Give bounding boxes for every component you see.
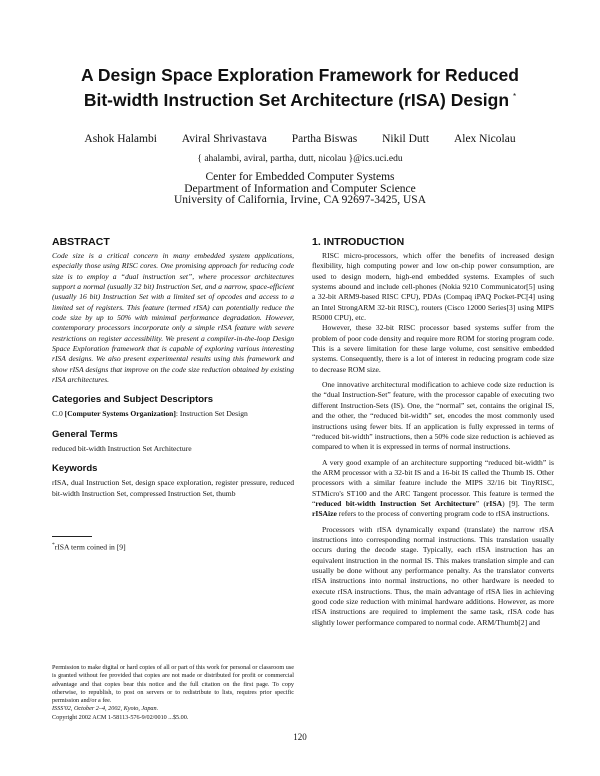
author-email: { ahalambi, aviral, partha, dutt, nicolau }@ics.uci.edu xyxy=(197,154,403,164)
footnote-mark: * xyxy=(52,542,55,548)
categories-bold: [Computer Systems Organization] xyxy=(64,409,176,419)
affiliation-line-2: Department of Information and Computer Science xyxy=(184,182,416,195)
author-list xyxy=(40,133,560,145)
right-column xyxy=(312,236,554,628)
intro-paragraph-4 xyxy=(312,458,554,520)
intro-paragraph-2: However, these 32-bit RISC processor based systems suffer from the problem of poor code density and require more ROM for storing program code. This is a severe limitation for these large volume, cost sensitive embedded systems. Consequently, there is a lot of interest in reducing program code size to decrease ROM size. xyxy=(312,323,554,374)
p4-part-e: ) [9]. The term xyxy=(502,498,554,508)
permission-text: Permission to make digital or hard copies of all or part of this work for personal or classroom use is granted without fee provided that copies are not made or distributed for profit or commercial advantage and that copies bear this notice and the full citation on the first page. To copy otherwise, to republish, to post on servers or to redistribute to lists, requires prior specific permission and/or a fee. xyxy=(52,664,294,705)
general-terms-body: reduced bit-width Instruction Set Architecture xyxy=(52,443,192,453)
p4-part-g: refers to the process of converting program code to rISA instructions. xyxy=(336,509,550,519)
introduction-heading: 1. INTRODUCTION xyxy=(312,236,405,248)
footnote xyxy=(52,540,294,553)
affiliation-line-1: Center for Embedded Computer Systems xyxy=(205,171,395,183)
keywords-body: rISA, dual Instruction Set, design space exploration, register pressure, reduced bit-width Instruction Set, compressed Instruction Set, thumb xyxy=(52,478,294,498)
categories-code: C.0 xyxy=(52,409,63,419)
copyright-line: Copyright 2002 ACM 1-58113-576-9/02/0010 ...$5.00. xyxy=(52,713,189,721)
title-line-2 xyxy=(40,86,560,111)
title-line-1: A Design Space Exploration Framework for Reduced xyxy=(81,65,519,85)
general-terms-heading: General Terms xyxy=(52,428,118,440)
author: Ashok Halambi xyxy=(84,133,157,145)
affiliation xyxy=(40,172,560,207)
p4-part-a: A very good example of an architecture supporting “reduced bit-width” is the ARM processor with a 32-bit IS and a 16-bit IS called the Thumb IS. Other processors with a similar feature include the MIPS 32/16 bit TinyRISC, STMicro's ST100 and the ARC Tangent processor. This feature is termed the “ xyxy=(312,457,554,508)
intro-paragraph-1: RISC micro-processors, which offer the benefits of increased design flexibility, high computing power and low on-chip power consumption, are used to design modern, high-end embedded systems. Examples of such systems abound and include cell-phones (Nokia 9210 Communicator[5] using a 32-bit ARM9-based RISC CPU), PDAs (Compaq iPAQ Pocket-PC[4] using an Intel StrongARM 32-bit RISC), routers (Cisco 12000 Series[3] using MIPS R5000 CPU), etc. xyxy=(312,251,554,323)
title-footnote-mark: * xyxy=(513,92,517,101)
abstract-body: Code size is a critical concern in many embedded system applications, especially those using RISC cores. One promising approach for reducing code size is to employ a “dual instruction set”, where processor architectures support a normal (usually 32 bit) Instruction Set, and a narrow, space-efficient (usually 16 bit) Instruction Set with a limited set of opcodes and access to a limited set of registers. This feature (termed rISA) can potentially reduce the code size by up to 50% with minimal performance degradation. However, contemporary processors incorporate only a simple rISA feature with severe restrictions on register accessibility. We present a compiler-in-the-loop Design Space Exploration framework that is capable of exploring various interesting rISA designs. We also present experimental results using this framework and show rISA designs that improve on the code size reduction obtained by existing rISA architectures. xyxy=(52,251,294,385)
left-column xyxy=(52,236,294,499)
affiliation-line-3: University of California, Irvine, CA 92697-3425, USA xyxy=(173,194,426,206)
title-line-2-text: Bit-width Instruction Set Architecture (rISA) Design xyxy=(83,89,510,110)
abstract-heading: ABSTRACT xyxy=(52,236,110,248)
author: Partha Biswas xyxy=(291,133,358,145)
footnote-text: rISA term coined in [9] xyxy=(54,542,126,552)
footnote-rule xyxy=(52,536,92,537)
categories-rest: : Instruction Set Design xyxy=(175,409,248,419)
page-number: 120 xyxy=(293,732,307,742)
author: Nikil Dutt xyxy=(382,133,430,145)
p4-term-bold: reduced bit-width Instruction Set Architecture xyxy=(315,498,476,508)
keywords-heading: Keywords xyxy=(52,463,98,475)
categories-heading: Categories and Subject Descriptors xyxy=(52,394,214,406)
author: Alex Nicolau xyxy=(453,133,516,145)
intro-paragraph-3: One innovative architectural modification to achieve code size reduction is the “dual Instruction-Set” feature, with the processor capable of executing two different Instruction-Sets (IS). One, the “normal” set, contains the original IS, and the other, the “reduced bit-width” set, encodes the most commonly used instructions using fewer bits. If an application is fully expressed in terms of “reduced bit-width” instructions, then a 50% code size reduction is achieved as compared to when it is expressed in terms of normal instructions. xyxy=(312,380,554,452)
intro-paragraph-5: Processors with rISA dynamically expand (translate) the narrow rISA instructions into corresponding normal instructions. This translation usually occurs during the decode stage. Typically, each rISA instruction has an equivalent instruction in the normal IS. This makes translation simple and can usually be done without any performance penalty. As the translator converts rISA instructions into normal instructions, no other hardware is needed to execute rISA instructions. Thus, the main advantage of rISA lies in achieving good code size reduction with minimal hardware additions. However, as more rISA instructions are required to implement the same task, rISA code has slightly lower performance compared to normal code. ARM/Thumb[2] and xyxy=(312,524,554,627)
categories-body xyxy=(52,409,294,419)
p4-risa-bold: rISA xyxy=(486,498,503,508)
venue-line: ISSS'02, October 2–4, 2002, Kyoto, Japan. xyxy=(52,705,159,713)
p4-part-c: ” ( xyxy=(475,498,487,508)
p4-risaize-bold: rISAize xyxy=(312,509,337,519)
permission-block xyxy=(52,664,294,722)
author: Aviral Shrivastava xyxy=(181,133,267,145)
paper-title xyxy=(40,64,560,111)
